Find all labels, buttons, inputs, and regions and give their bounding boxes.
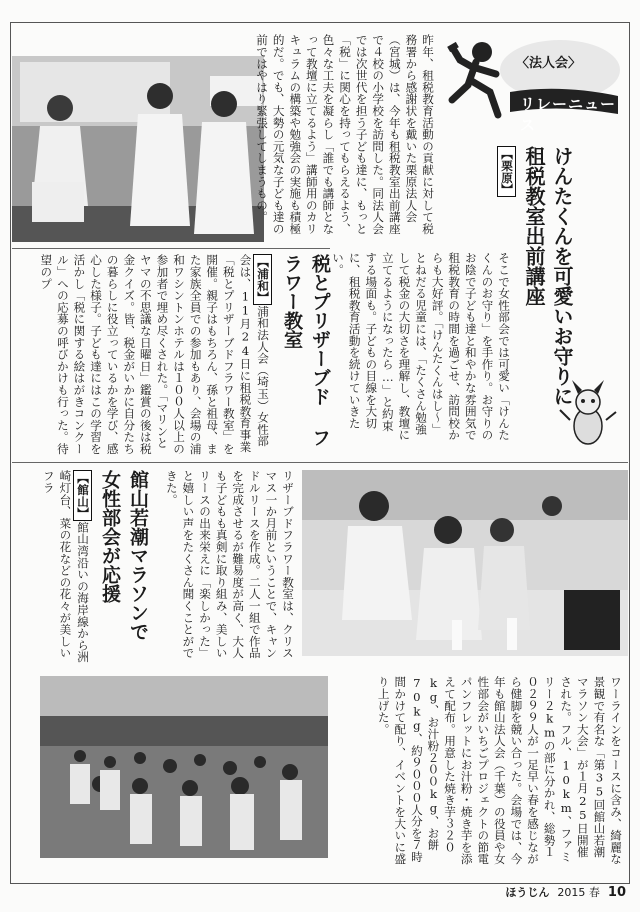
article1-headline-sub: 租税教室出前講座 — [522, 146, 546, 306]
article1-headline-main: けんたくんを可愛いお守りに — [550, 146, 574, 406]
article2-region-tag: 【浦和】 — [253, 254, 272, 305]
article3-lead — [14, 470, 92, 670]
article3-continuation: ワーラインをコースに含み、綺麗な景観で有名な「第35回館山若潮マラソン大会」が１月25日開催された。フル、10km、ファミリー２kmの部に分かれ、総勢１０２９９人が一足早い春を感じながら健脚を競い合った。会場では、今年も館山法人会（千葉）の役員や女性部会がいちごプロジェクトの節電パンフレットにお汁粉・焼き芋を添えて配布。用意した焼き芋３２０kg、お汁粉２００kg、お餅70kg、約９０００人分を７時間かけて配り、イベントを大いに盛り上げた。 — [376, 676, 623, 865]
article3-region-tag: 【館山】 — [73, 470, 92, 521]
article1-region-tag: 【栗原】 — [497, 146, 516, 197]
relay-news-corner-title — [440, 30, 625, 134]
article1-text-top: 昨年、租税教育活動の貢献に対して税務署から感謝状を戴いた栗原法人会（宮城）は、今年も租税教室出前講座で４校の小学校を訪問した。同法人会では次世代を担う子ども達に、もっと「税」に関心を持ってもらえるよう、色々な工夫を凝らし「誰でも講師となって教壇に立てるよう」講師用のカリキュラムの構築や勉強会の実施も積極的だ。でも、大勢の元気な子ども達の前ではやはり緊張してしまうもの。 — [255, 34, 435, 235]
page-footer — [505, 884, 626, 900]
article2-headline-sub: フラワー教室 — [281, 254, 331, 447]
article3-headline — [94, 470, 152, 670]
article2-headline-main: 税とプリザーブド — [309, 254, 331, 406]
series-title: リレーニュース — [520, 95, 617, 134]
article3-col-a: 館山湾沿いの海岸線から洲崎灯台、菜の花などの花々が美しいフラ — [41, 470, 90, 663]
marathon-photo — [40, 676, 328, 858]
article2-body — [14, 254, 272, 458]
article3-headline-main: 館山若潮マラソンで — [127, 470, 149, 641]
association-label: 〈法人会〉 — [516, 56, 582, 71]
divider-middle — [12, 462, 628, 463]
article3-headline-sub: 女性部会が応援 — [99, 470, 121, 603]
page-number: 10 — [607, 885, 626, 900]
article2-col-a: 浦和法人会（埼玉）女性部会は、11月24日に租税教育事業「税とプリザーブドフラワー教室」を開催。親子はもちろん、孫と祖母、また家族全員での参加もあり、会場の浦和ワシントンホテルは１００人以上の参加者で埋め尽くされた。「マリンとヤマの不思議な日曜日」鑑賞の後は税金クイズ。皆、税金がいかに自分たちの暮らしに役立っているかを学び、感心した様子。子ども達にはこの学習を活かし「税に関する絵はがきコンクール」への応募の呼びかけも行った。待望のプ — [39, 254, 270, 455]
issue-label: 2015 春 — [557, 886, 600, 899]
divider-upper — [12, 248, 330, 249]
magazine-name: ほうじん — [505, 886, 550, 899]
classroom-photo — [12, 56, 264, 242]
article2-continuation: リザーブドフラワー教室は、クリスマス一か月前ということで、キャンドルリースを作成。二人一組で作品を完成させるが難易度が高く、大人も子どもも真剣に取り組み、美しいリースの出来栄えに「楽しかった」と嬉しい声をたくさん聞くことができた。 — [164, 470, 295, 659]
article1-continuation: そこで女性部会では可愛い「けんたくんのお守り」を手作り。お守りのお陰で子ども達と和やかな雰囲気で租税教育の時間を過ごせ、訪問校からも大好評。「けんたくんはし～」とねだる児童には、「たくさん勉強して税金の大切さを理解し、教壇に立てるようになったら…」と約束する場面も。子どもの目線を大切に、租税教育活動を続けていきたい。 — [331, 252, 511, 441]
article2-headline — [276, 254, 334, 454]
kentakun-mascot-icon — [560, 380, 616, 450]
flower-class-photo — [302, 470, 628, 656]
